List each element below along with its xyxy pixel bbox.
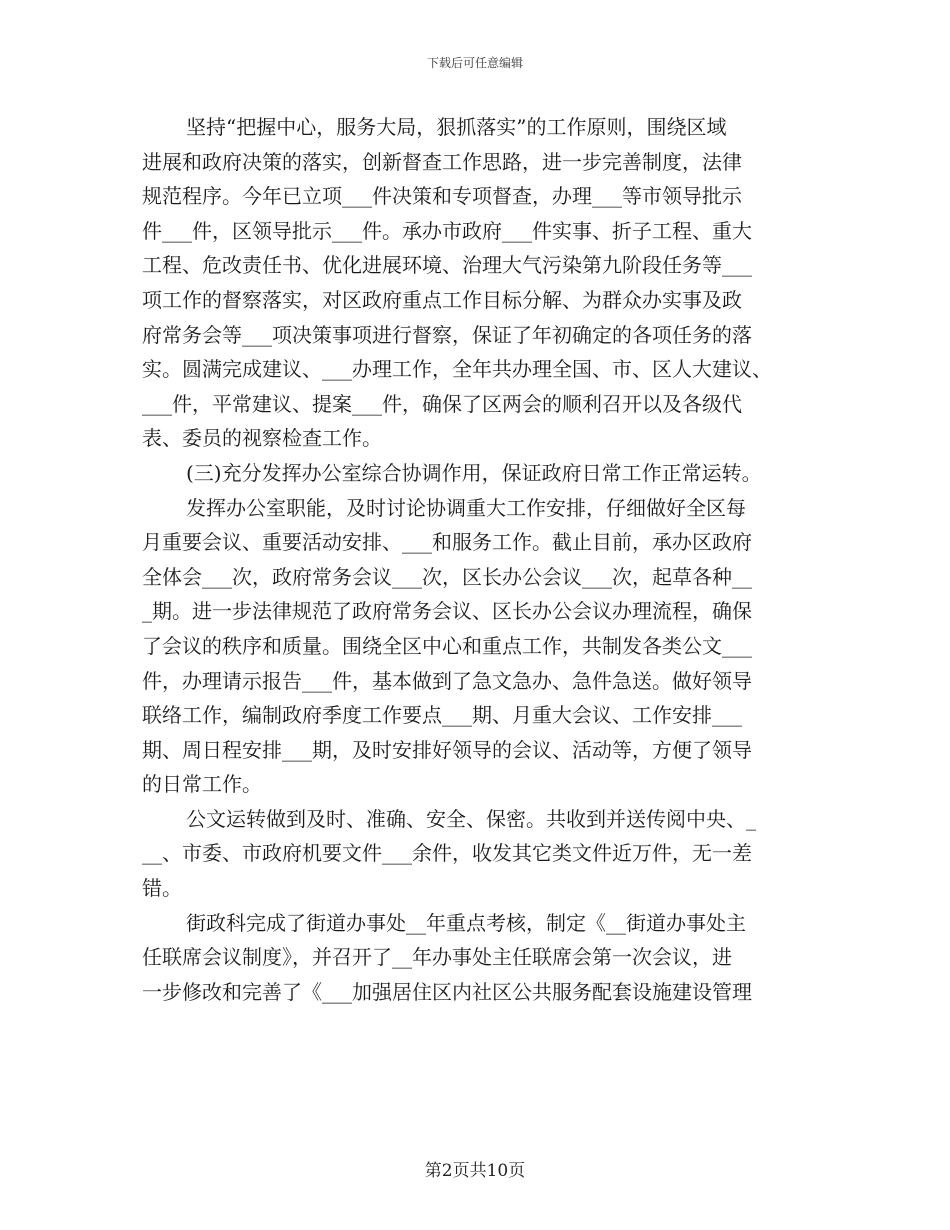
text-line: ___件，平常建议、提案___件，确保了区两会的顺利召开以及各级代 (142, 391, 742, 416)
text-line: 表、委员的视察检查工作。 (142, 426, 382, 451)
text-line: (三)充分发挥办公室综合协调作用，保证政府日常工作正常运转。 (186, 460, 762, 485)
paragraph (142, 802, 822, 906)
text-line: 工程、危改责任书、优化进展环境、治理大气污染第九阶段任务等___ (142, 253, 752, 278)
text-line: __、市委、市政府机要文件___余件，收发其它类文件近万件，无一差 (142, 841, 752, 866)
page-header: 下载后可任意编辑 (426, 56, 523, 70)
paragraph (142, 906, 822, 1010)
paragraph (142, 110, 822, 456)
text-line: 一步修改和完善了《___加强居住区内社区公共服务配套设施建设管理 (142, 979, 752, 1004)
text-line: 规范程序。今年已立项___件决策和专项督查，办理___等市领导批示 (142, 184, 742, 209)
text-line: 发挥办公室职能，及时讨论协调重大工作安排，仔细做好全区每 (186, 495, 746, 520)
text-line: 进展和政府决策的落实，创新督查工作思路，进一步完善制度，法律 (142, 149, 742, 174)
text-line: 错。 (142, 876, 182, 901)
section-heading (142, 456, 822, 491)
text-line: 项工作的督察落实，对区政府重点工作目标分解、为群众办实事及政 (142, 287, 742, 312)
text-line: 坚持“把握中心，服务大局，狠抓落实”的工作原则，围绕区域 (186, 115, 727, 139)
text-line: 期、周日程安排___期，及时安排好领导的会议、活动等，方便了领导 (142, 737, 752, 762)
text-line: 的日常工作。 (142, 772, 262, 797)
text-line: _期。进一步法律规范了政府常务会议、区长办公会议办理流程，确保 (142, 599, 752, 624)
page-number: 第2页共10页 (424, 1161, 526, 1181)
text-line: 公文运转做到及时、准确、安全、保密。共收到并送传阅中央、_ (186, 806, 756, 831)
text-line: 实。圆满完成建议、___办理工作，全年共办理全国、市、区人大建议、 (142, 357, 772, 382)
text-line: 了会议的秩序和质量。围绕全区中心和重点工作，共制发各类公文___ (142, 633, 752, 658)
text-line: 全体会___次，政府常务会议___次，区长办公会议___次，起草各种__ (142, 564, 752, 589)
text-line: 联络工作，编制政府季度工作要点___期、月重大会议、工作安排___ (142, 703, 742, 728)
text-line: 府常务会等___项决策事项进行督察，保证了年初确定的各项任务的落 (142, 322, 752, 347)
text-line: 件，办理请示报告___件，基本做到了急文急办、急件急送。做好领导 (142, 668, 752, 693)
text-line: 街政科完成了街道办事处__年重点考核，制定《__街道办事处主 (186, 910, 746, 935)
document-body (142, 110, 822, 1009)
text-line: 件___件，区领导批示___件。承办市政府___件实事、折子工程、重大 (142, 218, 752, 243)
text-line: 任联席会议制度》，并召开了__年办事处主任联席会第一次会议，进 (142, 945, 732, 970)
paragraph (142, 491, 822, 802)
text-line: 月重要会议、重要活动安排、___和服务工作。截止目前，承办区政府 (142, 530, 752, 555)
